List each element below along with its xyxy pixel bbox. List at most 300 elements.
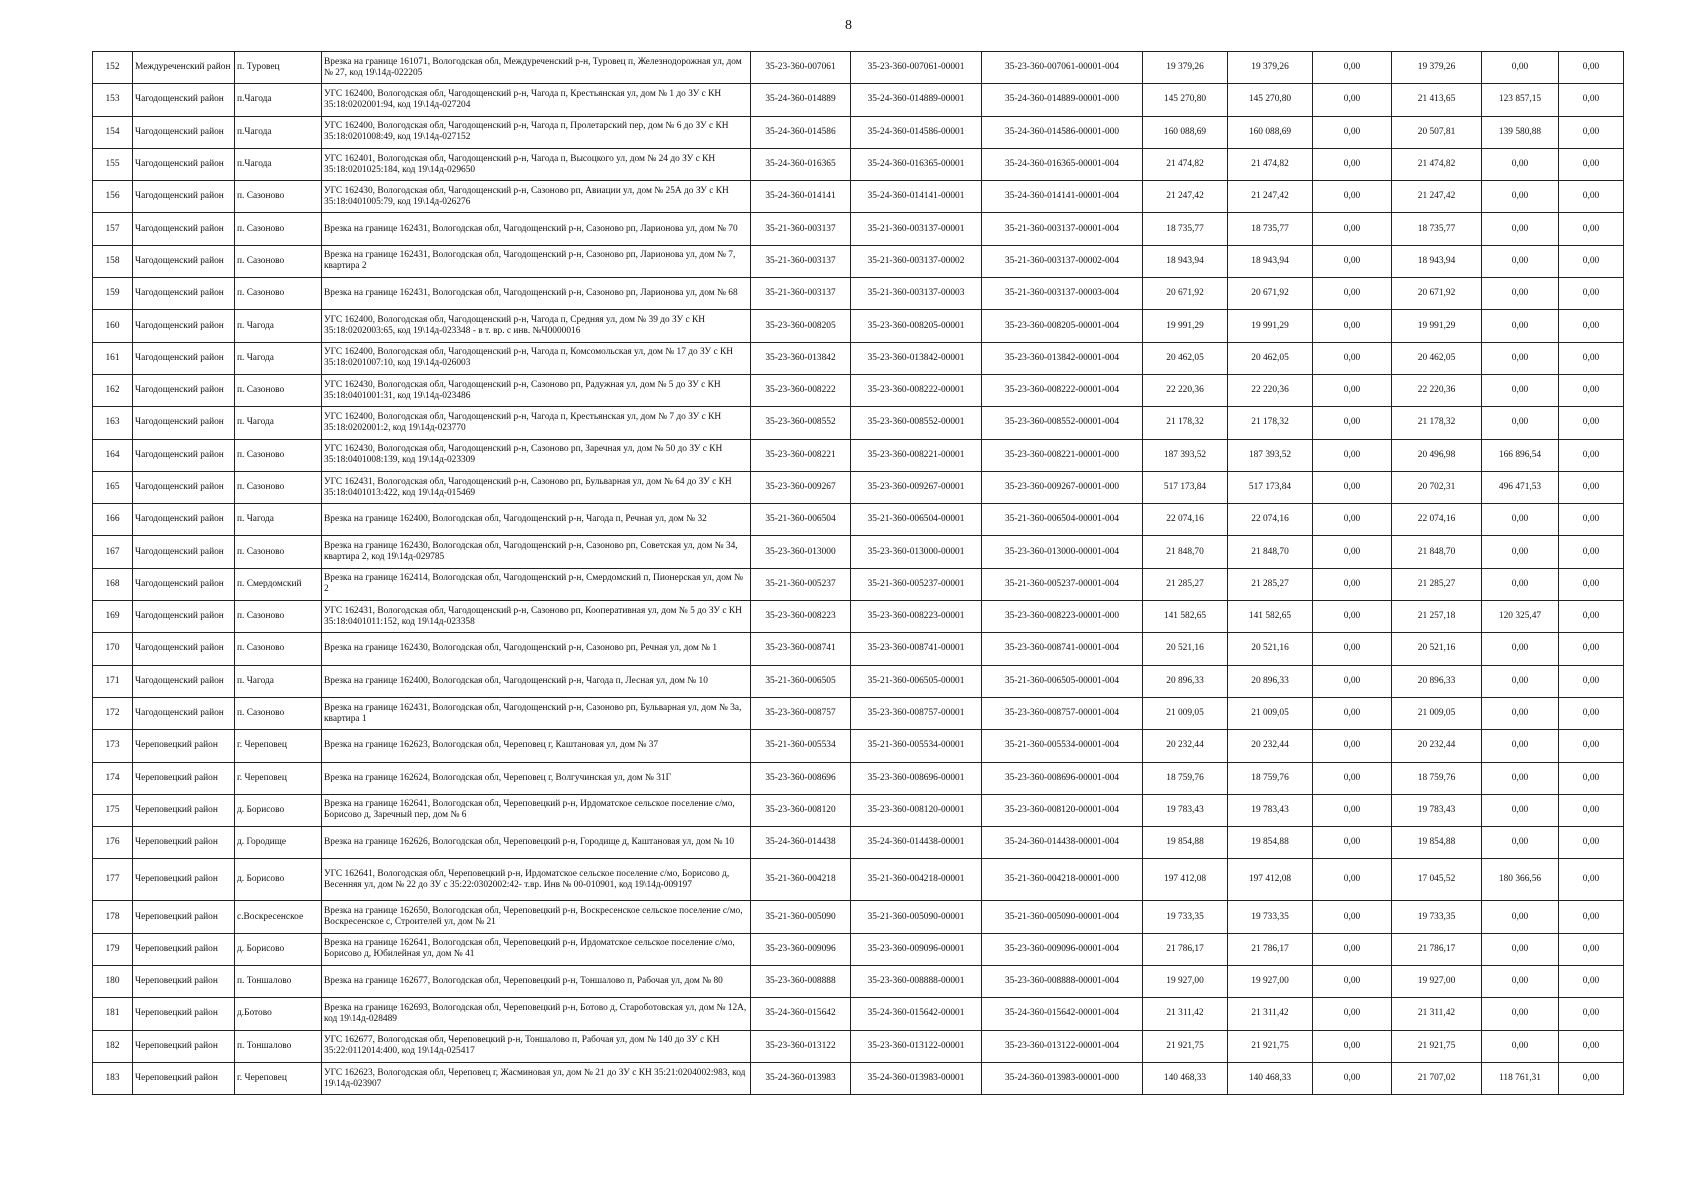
amount-6-cell: 0,00: [1559, 181, 1624, 213]
object-address-cell: УГС 162430, Вологодская обл, Чагодощенский р-н, Сазоново рп, Радужная ул, дом № 5 до ЗУ с КН 35:18:0401001:31, код 19\14д-023486: [322, 374, 751, 406]
district-cell: Чагодощенский район: [133, 407, 235, 439]
row-number-cell: 172: [93, 697, 133, 729]
object-address-cell: Врезка на границе 162431, Вологодская обл, Чагодощенский р-н, Сазоново рп, Ларионова ул, дом № 7, квартира 2: [322, 245, 751, 277]
object-code-cell: 35-23-360-013122: [751, 1030, 851, 1062]
row-number-cell: 182: [93, 1030, 133, 1062]
amount-6-cell: 0,00: [1559, 407, 1624, 439]
table-row: [93, 601, 1624, 633]
object-code-cell: 35-24-360-014586: [751, 116, 851, 148]
total-amount-cell: 160 088,69: [1143, 116, 1228, 148]
object-code-cell: 35-23-360-009267: [751, 471, 851, 503]
object-address-cell: УГС 162623, Вологодская обл, Череповец г, Жасминовая ул, дом № 21 до ЗУ с КН 35:21:0204002:983, код 19\14д-023907: [322, 1062, 751, 1094]
element-code-cell: 35-24-360-016365-00001-004: [982, 148, 1143, 180]
amount-4-cell: 18 943,94: [1392, 245, 1482, 277]
amount-4-cell: 21 707,02: [1392, 1062, 1482, 1094]
locality-cell: п.Чагода: [235, 148, 322, 180]
district-cell: Чагодощенский район: [133, 342, 235, 374]
amount-6-cell: 0,00: [1559, 471, 1624, 503]
district-cell: Чагодощенский район: [133, 536, 235, 568]
amount-4-cell: 19 783,43: [1392, 794, 1482, 826]
locality-cell: п. Сазоново: [235, 278, 322, 310]
table-row: [93, 762, 1624, 794]
row-number-cell: 166: [93, 504, 133, 536]
amount-5-cell: 0,00: [1482, 665, 1559, 697]
amount-5-cell: 0,00: [1482, 933, 1559, 965]
amount-6-cell: 0,00: [1559, 601, 1624, 633]
district-cell: Череповецкий район: [133, 1062, 235, 1094]
element-code-cell: 35-23-360-008221-00001-000: [982, 439, 1143, 471]
table-row: [93, 998, 1624, 1030]
amount-6-cell: 0,00: [1559, 827, 1624, 859]
amount-4-cell: 21 921,75: [1392, 1030, 1482, 1062]
table-row: [93, 148, 1624, 180]
row-number-cell: 152: [93, 52, 133, 84]
subobject-code-cell: 35-23-360-008120-00001: [851, 794, 982, 826]
district-cell: Чагодощенский район: [133, 633, 235, 665]
amount-2-cell: 21 921,75: [1228, 1030, 1313, 1062]
amount-2-cell: 19 854,88: [1228, 827, 1313, 859]
subobject-code-cell: 35-24-360-014889-00001: [851, 84, 982, 116]
amount-3-cell: 0,00: [1313, 471, 1392, 503]
amount-6-cell: 0,00: [1559, 859, 1624, 901]
table-row: [93, 536, 1624, 568]
amount-3-cell: 0,00: [1313, 342, 1392, 374]
object-code-cell: 35-23-360-007061: [751, 52, 851, 84]
locality-cell: п.Чагода: [235, 116, 322, 148]
amount-3-cell: 0,00: [1313, 665, 1392, 697]
locality-cell: п. Сазоново: [235, 245, 322, 277]
amount-6-cell: 0,00: [1559, 310, 1624, 342]
total-amount-cell: 21 474,82: [1143, 148, 1228, 180]
table-row: [93, 933, 1624, 965]
amount-3-cell: 0,00: [1313, 601, 1392, 633]
object-code-cell: 35-23-360-008205: [751, 310, 851, 342]
amount-2-cell: 141 582,65: [1228, 601, 1313, 633]
amount-5-cell: 0,00: [1482, 901, 1559, 933]
locality-cell: с.Воскресенское: [235, 901, 322, 933]
table-row: [93, 374, 1624, 406]
total-amount-cell: 19 783,43: [1143, 794, 1228, 826]
district-cell: Чагодощенский район: [133, 504, 235, 536]
object-address-cell: УГС 162431, Вологодская обл, Чагодощенский р-н, Сазоново рп, Кооперативная ул, дом № 5 до ЗУ с КН 35:18:0401011:152, код 19\14д-023358: [322, 601, 751, 633]
amount-2-cell: 21 311,42: [1228, 998, 1313, 1030]
subobject-code-cell: 35-24-360-013983-00001: [851, 1062, 982, 1094]
district-cell: Череповецкий район: [133, 966, 235, 998]
amount-4-cell: 20 521,16: [1392, 633, 1482, 665]
amount-5-cell: 0,00: [1482, 181, 1559, 213]
amount-4-cell: 20 896,33: [1392, 665, 1482, 697]
object-address-cell: УГС 162431, Вологодская обл, Чагодощенский р-н, Сазоново рп, Бульварная ул, дом № 64 до ЗУ с КН 35:18:0401013:422, код 19\14д-015469: [322, 471, 751, 503]
table-row: [93, 439, 1624, 471]
object-code-cell: 35-23-360-008757: [751, 697, 851, 729]
object-address-cell: УГС 162400, Вологодская обл, Чагодощенский р-н, Чагода п, Пролетарский пер, дом № 6 до ЗУ с КН 35:18:0201008:49, код 19\14д-027152: [322, 116, 751, 148]
element-code-cell: 35-21-360-005534-00001-004: [982, 730, 1143, 762]
total-amount-cell: 140 468,33: [1143, 1062, 1228, 1094]
subobject-code-cell: 35-21-360-006505-00001: [851, 665, 982, 697]
table-row: [93, 827, 1624, 859]
amount-6-cell: 0,00: [1559, 633, 1624, 665]
amount-3-cell: 0,00: [1313, 568, 1392, 600]
district-cell: Чагодощенский район: [133, 245, 235, 277]
table-row: [93, 859, 1624, 901]
object-address-cell: Врезка на границе 162677, Вологодская обл, Череповецкий р-н, Тоншалово п, Рабочая ул, дом № 80: [322, 966, 751, 998]
district-cell: Череповецкий район: [133, 933, 235, 965]
total-amount-cell: 19 927,00: [1143, 966, 1228, 998]
amount-5-cell: 0,00: [1482, 148, 1559, 180]
table-row: [93, 665, 1624, 697]
total-amount-cell: 145 270,80: [1143, 84, 1228, 116]
locality-cell: п. Сазоново: [235, 213, 322, 245]
table-row: [93, 342, 1624, 374]
element-code-cell: 35-23-360-008205-00001-004: [982, 310, 1143, 342]
district-cell: Чагодощенский район: [133, 148, 235, 180]
table-row: [93, 568, 1624, 600]
amount-3-cell: 0,00: [1313, 901, 1392, 933]
table-row: [93, 471, 1624, 503]
element-code-cell: 35-23-360-008223-00001-000: [982, 601, 1143, 633]
element-code-cell: 35-23-360-013842-00001-004: [982, 342, 1143, 374]
amount-4-cell: 20 507,81: [1392, 116, 1482, 148]
amount-2-cell: 21 474,82: [1228, 148, 1313, 180]
subobject-code-cell: 35-24-360-014586-00001: [851, 116, 982, 148]
object-code-cell: 35-23-360-008888: [751, 966, 851, 998]
element-code-cell: 35-23-360-013000-00001-004: [982, 536, 1143, 568]
total-amount-cell: 21 311,42: [1143, 998, 1228, 1030]
object-code-cell: 35-23-360-008741: [751, 633, 851, 665]
locality-cell: п. Сазоново: [235, 374, 322, 406]
object-code-cell: 35-24-360-014438: [751, 827, 851, 859]
subobject-code-cell: 35-23-360-008222-00001: [851, 374, 982, 406]
district-cell: Череповецкий район: [133, 827, 235, 859]
amount-3-cell: 0,00: [1313, 310, 1392, 342]
element-code-cell: 35-21-360-003137-00001-004: [982, 213, 1143, 245]
total-amount-cell: 21 285,27: [1143, 568, 1228, 600]
object-code-cell: 35-21-360-005534: [751, 730, 851, 762]
row-number-cell: 168: [93, 568, 133, 600]
subobject-code-cell: 35-23-360-007061-00001: [851, 52, 982, 84]
element-code-cell: 35-24-360-014438-00001-004: [982, 827, 1143, 859]
table-row: [93, 84, 1624, 116]
amount-2-cell: 20 521,16: [1228, 633, 1313, 665]
table-row: [93, 181, 1624, 213]
total-amount-cell: 21 848,70: [1143, 536, 1228, 568]
amount-2-cell: 20 462,05: [1228, 342, 1313, 374]
object-address-cell: УГС 162400, Вологодская обл, Чагодощенский р-н, Чагода п, Комсомольская ул, дом № 17 до ЗУ с КН 35:18:0201007:10, код 19\14д-026003: [322, 342, 751, 374]
locality-cell: г. Череповец: [235, 762, 322, 794]
subobject-code-cell: 35-24-360-015642-00001: [851, 998, 982, 1030]
subobject-code-cell: 35-23-360-008552-00001: [851, 407, 982, 439]
object-code-cell: 35-21-360-004218: [751, 859, 851, 901]
amount-4-cell: 19 379,26: [1392, 52, 1482, 84]
object-code-cell: 35-23-360-008223: [751, 601, 851, 633]
amount-4-cell: 20 702,31: [1392, 471, 1482, 503]
amount-6-cell: 0,00: [1559, 213, 1624, 245]
total-amount-cell: 21 009,05: [1143, 697, 1228, 729]
object-address-cell: Врезка на границе 161071, Вологодская обл, Междуреченский р-н, Туровец п, Железнодорожная ул, дом № 27, код 19\14д-022205: [322, 52, 751, 84]
amount-2-cell: 20 896,33: [1228, 665, 1313, 697]
amount-3-cell: 0,00: [1313, 148, 1392, 180]
subobject-code-cell: 35-21-360-005090-00001: [851, 901, 982, 933]
amount-6-cell: 0,00: [1559, 116, 1624, 148]
amount-3-cell: 0,00: [1313, 407, 1392, 439]
row-number-cell: 179: [93, 933, 133, 965]
total-amount-cell: 21 178,32: [1143, 407, 1228, 439]
subobject-code-cell: 35-23-360-013842-00001: [851, 342, 982, 374]
amount-3-cell: 0,00: [1313, 504, 1392, 536]
row-number-cell: 163: [93, 407, 133, 439]
object-code-cell: 35-23-360-008696: [751, 762, 851, 794]
amount-6-cell: 0,00: [1559, 278, 1624, 310]
total-amount-cell: 22 074,16: [1143, 504, 1228, 536]
amount-3-cell: 0,00: [1313, 762, 1392, 794]
amount-4-cell: 19 927,00: [1392, 966, 1482, 998]
table-row: [93, 245, 1624, 277]
amount-2-cell: 18 735,77: [1228, 213, 1313, 245]
object-address-cell: Врезка на границе 162626, Вологодская обл, Череповецкий р-н, Городище д, Каштановая ул, дом № 10: [322, 827, 751, 859]
district-cell: Чагодощенский район: [133, 116, 235, 148]
element-code-cell: 35-21-360-005090-00001-004: [982, 901, 1143, 933]
page-number: 8: [845, 18, 852, 33]
locality-cell: д. Борисово: [235, 794, 322, 826]
amount-2-cell: 19 733,35: [1228, 901, 1313, 933]
object-code-cell: 35-24-360-013983: [751, 1062, 851, 1094]
object-code-cell: 35-23-360-008552: [751, 407, 851, 439]
locality-cell: п. Чагода: [235, 407, 322, 439]
amount-2-cell: 517 173,84: [1228, 471, 1313, 503]
total-amount-cell: 18 759,76: [1143, 762, 1228, 794]
object-address-cell: УГС 162430, Вологодская обл, Чагодощенский р-н, Сазоново рп, Заречная ул, дом № 50 до ЗУ с КН 35:18:0401008:139, код 19\14д-023309: [322, 439, 751, 471]
row-number-cell: 161: [93, 342, 133, 374]
amount-4-cell: 21 311,42: [1392, 998, 1482, 1030]
amount-3-cell: 0,00: [1313, 859, 1392, 901]
amount-5-cell: 0,00: [1482, 310, 1559, 342]
subobject-code-cell: 35-21-360-005237-00001: [851, 568, 982, 600]
amount-5-cell: 0,00: [1482, 794, 1559, 826]
object-address-cell: УГС 162677, Вологодская обл, Череповецкий р-н, Тоншалово п, Рабочая ул, дом № 140 до ЗУ с КН 35:22:0112014:400, код 19\14д-025417: [322, 1030, 751, 1062]
subobject-code-cell: 35-23-360-008696-00001: [851, 762, 982, 794]
amount-4-cell: 21 474,82: [1392, 148, 1482, 180]
total-amount-cell: 20 671,92: [1143, 278, 1228, 310]
table-row: [93, 1062, 1624, 1094]
object-address-cell: Врезка на границе 162431, Вологодская обл, Чагодощенский р-н, Сазоново рп, Ларионова ул, дом № 70: [322, 213, 751, 245]
district-cell: Череповецкий район: [133, 1030, 235, 1062]
element-code-cell: 35-21-360-003137-00003-004: [982, 278, 1143, 310]
amount-3-cell: 0,00: [1313, 52, 1392, 84]
subobject-code-cell: 35-23-360-009096-00001: [851, 933, 982, 965]
amount-6-cell: 0,00: [1559, 901, 1624, 933]
object-code-cell: 35-21-360-003137: [751, 245, 851, 277]
amount-5-cell: 0,00: [1482, 633, 1559, 665]
object-code-cell: 35-21-360-006504: [751, 504, 851, 536]
amount-5-cell: 0,00: [1482, 213, 1559, 245]
amount-6-cell: 0,00: [1559, 84, 1624, 116]
object-address-cell: Врезка на границе 162624, Вологодская обл, Череповец г, Волгучинская ул, дом № 31Г: [322, 762, 751, 794]
amount-3-cell: 0,00: [1313, 278, 1392, 310]
amount-6-cell: 0,00: [1559, 342, 1624, 374]
subobject-code-cell: 35-24-360-016365-00001: [851, 148, 982, 180]
amount-2-cell: 19 927,00: [1228, 966, 1313, 998]
amount-6-cell: 0,00: [1559, 568, 1624, 600]
total-amount-cell: 20 521,16: [1143, 633, 1228, 665]
total-amount-cell: 21 921,75: [1143, 1030, 1228, 1062]
locality-cell: п. Смердомский: [235, 568, 322, 600]
element-code-cell: 35-24-360-013983-00001-000: [982, 1062, 1143, 1094]
district-cell: Чагодощенский район: [133, 374, 235, 406]
amount-6-cell: 0,00: [1559, 794, 1624, 826]
table-row: [93, 697, 1624, 729]
amount-2-cell: 160 088,69: [1228, 116, 1313, 148]
subobject-code-cell: 35-21-360-005534-00001: [851, 730, 982, 762]
district-cell: Череповецкий район: [133, 794, 235, 826]
row-number-cell: 170: [93, 633, 133, 665]
amount-5-cell: 0,00: [1482, 278, 1559, 310]
row-number-cell: 174: [93, 762, 133, 794]
object-code-cell: 35-24-360-014889: [751, 84, 851, 116]
amount-6-cell: 0,00: [1559, 665, 1624, 697]
amount-2-cell: 21 009,05: [1228, 697, 1313, 729]
amount-3-cell: 0,00: [1313, 116, 1392, 148]
object-address-cell: УГС 162400, Вологодская обл, Чагодощенский р-н, Чагода п, Крестьянская ул, дом № 7 до ЗУ с КН 35:18:0202001:2, код 19\14д-023770: [322, 407, 751, 439]
amount-6-cell: 0,00: [1559, 374, 1624, 406]
subobject-code-cell: 35-23-360-013122-00001: [851, 1030, 982, 1062]
amount-5-cell: 0,00: [1482, 374, 1559, 406]
object-code-cell: 35-23-360-013000: [751, 536, 851, 568]
object-code-cell: 35-21-360-005237: [751, 568, 851, 600]
amount-6-cell: 0,00: [1559, 52, 1624, 84]
amount-3-cell: 0,00: [1313, 998, 1392, 1030]
amount-5-cell: 120 325,47: [1482, 601, 1559, 633]
amount-5-cell: 123 857,15: [1482, 84, 1559, 116]
subobject-code-cell: 35-23-360-013000-00001: [851, 536, 982, 568]
locality-cell: п. Чагода: [235, 504, 322, 536]
row-number-cell: 178: [93, 901, 133, 933]
locality-cell: п. Сазоново: [235, 181, 322, 213]
amount-5-cell: 0,00: [1482, 342, 1559, 374]
row-number-cell: 165: [93, 471, 133, 503]
amount-5-cell: 0,00: [1482, 568, 1559, 600]
subobject-code-cell: 35-21-360-003137-00003: [851, 278, 982, 310]
amount-3-cell: 0,00: [1313, 439, 1392, 471]
district-cell: Междуреченский район: [133, 52, 235, 84]
element-code-cell: 35-21-360-006504-00001-004: [982, 504, 1143, 536]
object-address-cell: Врезка на границе 162431, Вологодская обл, Чагодощенский р-н, Сазоново рп, Ларионова ул, дом № 68: [322, 278, 751, 310]
total-amount-cell: 19 379,26: [1143, 52, 1228, 84]
object-address-cell: Врезка на границе 162641, Вологодская обл, Череповецкий р-н, Ирдоматское сельское поселение с/мо, Борисово д, Юбилейная ул, дом № 41: [322, 933, 751, 965]
amount-6-cell: 0,00: [1559, 730, 1624, 762]
subobject-code-cell: 35-23-360-008741-00001: [851, 633, 982, 665]
amount-2-cell: 20 671,92: [1228, 278, 1313, 310]
element-code-cell: 35-23-360-008222-00001-004: [982, 374, 1143, 406]
amount-2-cell: 19 379,26: [1228, 52, 1313, 84]
amount-2-cell: 19 783,43: [1228, 794, 1313, 826]
amount-3-cell: 0,00: [1313, 966, 1392, 998]
amount-6-cell: 0,00: [1559, 245, 1624, 277]
table-row: [93, 310, 1624, 342]
subobject-code-cell: 35-21-360-003137-00002: [851, 245, 982, 277]
amount-5-cell: 0,00: [1482, 966, 1559, 998]
amount-6-cell: 0,00: [1559, 933, 1624, 965]
district-cell: Чагодощенский район: [133, 310, 235, 342]
locality-cell: п. Сазоново: [235, 601, 322, 633]
element-code-cell: 35-24-360-015642-00001-004: [982, 998, 1143, 1030]
total-amount-cell: 22 220,36: [1143, 374, 1228, 406]
element-code-cell: 35-23-360-008120-00001-004: [982, 794, 1143, 826]
row-number-cell: 157: [93, 213, 133, 245]
object-code-cell: 35-23-360-008222: [751, 374, 851, 406]
amount-3-cell: 0,00: [1313, 633, 1392, 665]
district-cell: Чагодощенский район: [133, 439, 235, 471]
locality-cell: д. Городище: [235, 827, 322, 859]
total-amount-cell: 197 412,08: [1143, 859, 1228, 901]
amount-2-cell: 22 220,36: [1228, 374, 1313, 406]
row-number-cell: 159: [93, 278, 133, 310]
district-cell: Чагодощенский район: [133, 213, 235, 245]
amount-4-cell: 21 178,32: [1392, 407, 1482, 439]
amount-3-cell: 0,00: [1313, 697, 1392, 729]
amount-4-cell: 22 074,16: [1392, 504, 1482, 536]
element-code-cell: 35-23-360-007061-00001-004: [982, 52, 1143, 84]
amount-2-cell: 19 991,29: [1228, 310, 1313, 342]
district-cell: Череповецкий район: [133, 998, 235, 1030]
district-cell: Чагодощенский район: [133, 601, 235, 633]
subobject-code-cell: 35-21-360-004218-00001: [851, 859, 982, 901]
row-number-cell: 167: [93, 536, 133, 568]
total-amount-cell: 21 247,42: [1143, 181, 1228, 213]
amount-6-cell: 0,00: [1559, 504, 1624, 536]
district-cell: Череповецкий район: [133, 762, 235, 794]
amount-4-cell: 21 848,70: [1392, 536, 1482, 568]
amount-3-cell: 0,00: [1313, 730, 1392, 762]
object-address-cell: УГС 162400, Вологодская обл, Чагодощенский р-н, Чагода п, Средняя ул, дом № 39 до ЗУ с КН 35:18:0202003:65, код 19\14д-023348 - в т. вр. с инв. №Ч0000016: [322, 310, 751, 342]
object-address-cell: Врезка на границе 162430, Вологодская обл, Чагодощенский р-н, Сазоново рп, Советская ул, дом № 34, квартира 2, код 19\14д-029785: [322, 536, 751, 568]
table-row: [93, 730, 1624, 762]
amount-2-cell: 18 943,94: [1228, 245, 1313, 277]
row-number-cell: 183: [93, 1062, 133, 1094]
row-number-cell: 177: [93, 859, 133, 901]
total-amount-cell: 20 462,05: [1143, 342, 1228, 374]
locality-cell: д. Борисово: [235, 933, 322, 965]
total-amount-cell: 18 943,94: [1143, 245, 1228, 277]
object-code-cell: 35-23-360-013842: [751, 342, 851, 374]
subobject-code-cell: 35-21-360-003137-00001: [851, 213, 982, 245]
amount-5-cell: 0,00: [1482, 245, 1559, 277]
object-code-cell: 35-23-360-009096: [751, 933, 851, 965]
row-number-cell: 155: [93, 148, 133, 180]
object-address-cell: Врезка на границе 162400, Вологодская обл, Чагодощенский р-н, Чагода п, Лесная ул, дом № 10: [322, 665, 751, 697]
amount-4-cell: 20 232,44: [1392, 730, 1482, 762]
row-number-cell: 175: [93, 794, 133, 826]
object-code-cell: 35-24-360-014141: [751, 181, 851, 213]
locality-cell: п. Чагода: [235, 665, 322, 697]
row-number-cell: 181: [93, 998, 133, 1030]
amount-3-cell: 0,00: [1313, 84, 1392, 116]
amount-4-cell: 19 733,35: [1392, 901, 1482, 933]
row-number-cell: 176: [93, 827, 133, 859]
amount-2-cell: 21 178,32: [1228, 407, 1313, 439]
subobject-code-cell: 35-23-360-009267-00001: [851, 471, 982, 503]
amount-5-cell: 139 580,88: [1482, 116, 1559, 148]
row-number-cell: 154: [93, 116, 133, 148]
amount-5-cell: 0,00: [1482, 536, 1559, 568]
table-row: [93, 504, 1624, 536]
amount-2-cell: 21 786,17: [1228, 933, 1313, 965]
subobject-code-cell: 35-21-360-006504-00001: [851, 504, 982, 536]
district-cell: Чагодощенский район: [133, 84, 235, 116]
amount-4-cell: 21 786,17: [1392, 933, 1482, 965]
subobject-code-cell: 35-23-360-008221-00001: [851, 439, 982, 471]
amount-6-cell: 0,00: [1559, 148, 1624, 180]
row-number-cell: 171: [93, 665, 133, 697]
